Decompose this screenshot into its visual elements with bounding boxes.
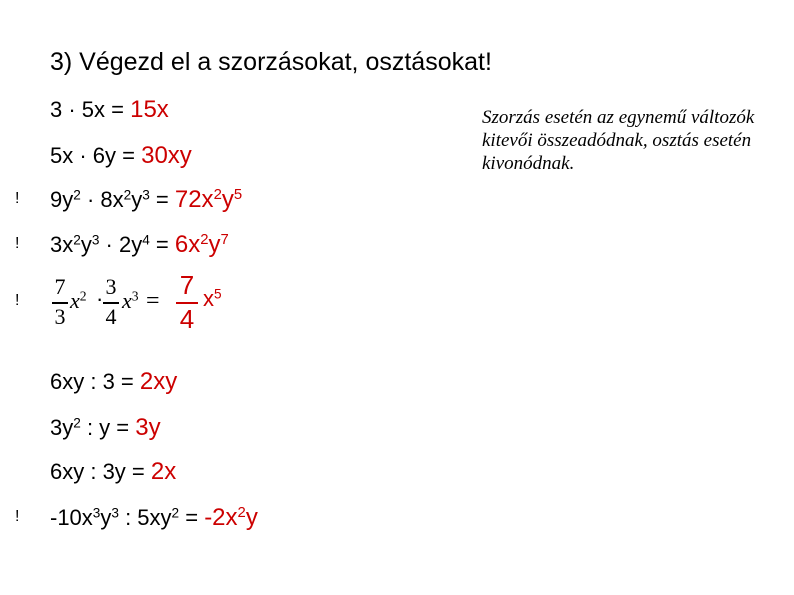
row-2 bbox=[50, 142, 192, 170]
row-4-expression: $3x^2y^3 \cdot 2y^4$ = bbox=[50, 232, 175, 257]
row-5-answer-variable: $x^5$ bbox=[203, 286, 222, 311]
row-1 bbox=[50, 96, 169, 124]
row-9 bbox=[50, 504, 258, 532]
row-3 bbox=[50, 186, 242, 214]
row-3-answer: $72x^2y^5$ bbox=[174, 186, 243, 213]
row-5-fraction-2: 3 4 bbox=[105, 274, 117, 329]
row-2-expression: 5x · 6y = bbox=[50, 143, 142, 168]
row-5-variable-1: $x^2$ bbox=[70, 288, 87, 313]
row-8-expression: 6xy : 3y = bbox=[50, 459, 151, 484]
row-4-answer: $6x^2y^7$ bbox=[174, 231, 229, 258]
row-6-answer: 2xy bbox=[139, 368, 178, 395]
row-7-answer: 3y bbox=[135, 414, 161, 441]
row-7 bbox=[50, 414, 161, 442]
row-5-fraction-1-bar bbox=[52, 302, 68, 304]
row-5-variable-2: $x^3$ bbox=[122, 288, 139, 313]
row-5-equals: = bbox=[146, 288, 160, 314]
row-1-answer: 15x bbox=[130, 96, 169, 123]
warning-mark-row-5: ! bbox=[15, 292, 20, 309]
row-4 bbox=[50, 231, 229, 259]
row-8 bbox=[50, 458, 176, 486]
row-3-expression: $9y^2 \cdot 8x^2y^3$ = bbox=[50, 187, 175, 212]
rule-note: Szorzás esetén az egynemű változók kitevői összeadódnak, osztás esetén kivonódnak. bbox=[482, 107, 755, 174]
row-5-answer-fraction-bar bbox=[176, 302, 198, 304]
row-6-expression: 6xy : 3 = bbox=[50, 369, 140, 394]
warning-mark-row-4: ! bbox=[15, 235, 20, 252]
row-9-answer: $-2x^2y$ bbox=[204, 504, 258, 531]
row-5-fraction-1: 7 3 bbox=[54, 274, 66, 329]
row-9-expression: $-10x^3y^3$ : $5xy^2$ = bbox=[50, 505, 205, 530]
row-2-answer: 30xy bbox=[141, 142, 192, 169]
row-5-answer-fraction: 7 4 bbox=[179, 270, 195, 334]
row-5-dot: · bbox=[96, 286, 104, 311]
row-1-expression: 3 · 5x = bbox=[50, 97, 131, 122]
row-8-answer: 2x bbox=[150, 458, 177, 485]
page-title: 3) Végezd el a szorzásokat, osztásokat! bbox=[50, 48, 492, 76]
warning-mark-row-9: ! bbox=[15, 508, 20, 525]
warning-mark-row-3: ! bbox=[15, 190, 20, 207]
row-6 bbox=[50, 368, 177, 396]
row-7-expression: $3y^2$ : y = bbox=[50, 415, 136, 440]
row-5-fraction-2-bar bbox=[103, 302, 119, 304]
